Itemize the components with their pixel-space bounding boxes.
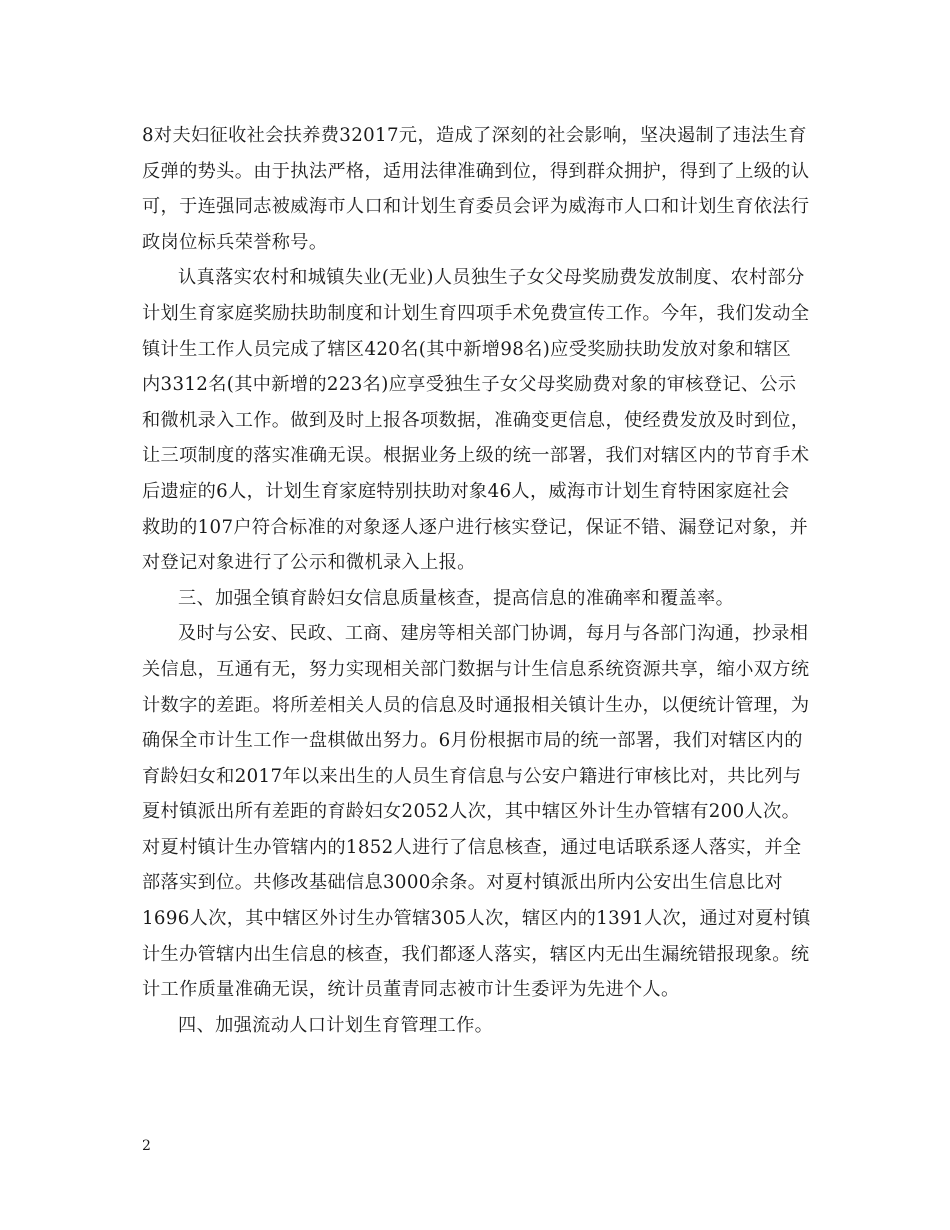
text-line: 和微机录入工作。做到及时上报各项数据，准确变更信息，使经费发放及时到位， [142, 409, 810, 431]
text-line: 计生办管辖内出生信息的核查，我们都逐人落实，辖区内无出生漏统错报现象。统 [142, 943, 810, 965]
text-line: 计工作质量准确无误，统计员董青同志被市计生委评为先进个人。 [142, 979, 680, 1001]
text-line: 认真落实农村和城镇失业(无业)人员独生子女父母奖励费发放制度、农村部分 [178, 267, 805, 289]
text-line: 救助的107户符合标准的对象逐人逐户进行核实登记，保证不错、漏登记对象，并 [142, 516, 809, 538]
text-line: 可，于连强同志被威海市人口和计划生育委员会评为威海市人口和计划生育依法行 [142, 196, 810, 218]
text-line: 政岗位标兵荣誉称号。 [142, 231, 328, 253]
text-line: 三、加强全镇育龄妇女信息质量核查，提高信息的准确率和覆盖率。 [178, 587, 735, 609]
text-line: 镇计生工作人员完成了辖区420名(其中新增98名)应受奖励扶助发放对象和辖区 [142, 338, 792, 360]
text-line: 及时与公安、民政、工商、建房等相关部门协调，每月与各部门沟通，抄录相 [178, 623, 809, 645]
page-number: 2 [142, 1138, 151, 1154]
section-heading-3 [142, 581, 812, 617]
text-line: 育龄妇女和2017年以来出生的人员生育信息与公安户籍进行审核比对，共比列与 [142, 765, 802, 787]
text-line: 后遗症的6人，计划生育家庭特别扶助对象46人，威海市计划生育特困家庭社会 [142, 480, 790, 502]
text-line: 夏村镇派出所有差距的育龄妇女2052人次，其中辖区外计生办管辖有200人次。 [142, 801, 801, 823]
text-line: 1696人次，其中辖区外讨生办管辖305人次，辖区内的1391人次，通过对夏村镇 [142, 908, 811, 930]
paragraph-info-verification [142, 616, 812, 1008]
text-line: 确保全市计生工作一盘棋做出努力。6月份根据市局的统一部署，我们对辖区内的 [142, 730, 803, 752]
text-line: 对夏村镇计生办管辖内的1852人进行了信息核查，通过电话联系逐人落实，并全 [142, 836, 802, 858]
document-body [142, 118, 812, 1043]
text-line: 部落实到位。共修改基础信息3000余条。对夏村镇派出所内公安出生信息比对 [142, 872, 783, 894]
section-heading-4 [142, 1008, 812, 1044]
text-line: 四、加强流动人口计划生育管理工作。 [178, 1014, 494, 1036]
text-line: 让三项制度的落实准确无误。根据业务上级的统一部署，我们对辖区内的节育手术 [142, 445, 810, 467]
paragraph-social-support-fee [142, 118, 812, 260]
text-line: 内3312名(其中新增的223名)应享受独生子女父母奖励费对象的审核登记、公示 [142, 374, 797, 396]
text-line: 关信息，互通有无，努力实现相关部门数据与计生信息系统资源共享，缩小双方统 [142, 658, 810, 680]
paragraph-reward-system [142, 260, 812, 580]
text-line: 计数字的差距。将所差相关人员的信息及时通报相关镇计生办，以便统计管理，为 [142, 694, 810, 716]
text-line: 8对夫妇征收社会扶养费32017元，造成了深刻的社会影响，坚决遏制了违法生育 [142, 125, 807, 146]
text-line: 对登记对象进行了公示和微机录入上报。 [142, 552, 476, 574]
text-line: 计划生育家庭奖励扶助制度和计划生育四项手术免费宣传工作。今年，我们发动全 [142, 302, 810, 324]
text-line: 反弹的势头。由于执法严格，适用法律准确到位，得到群众拥护，得到了上级的认 [142, 160, 810, 182]
